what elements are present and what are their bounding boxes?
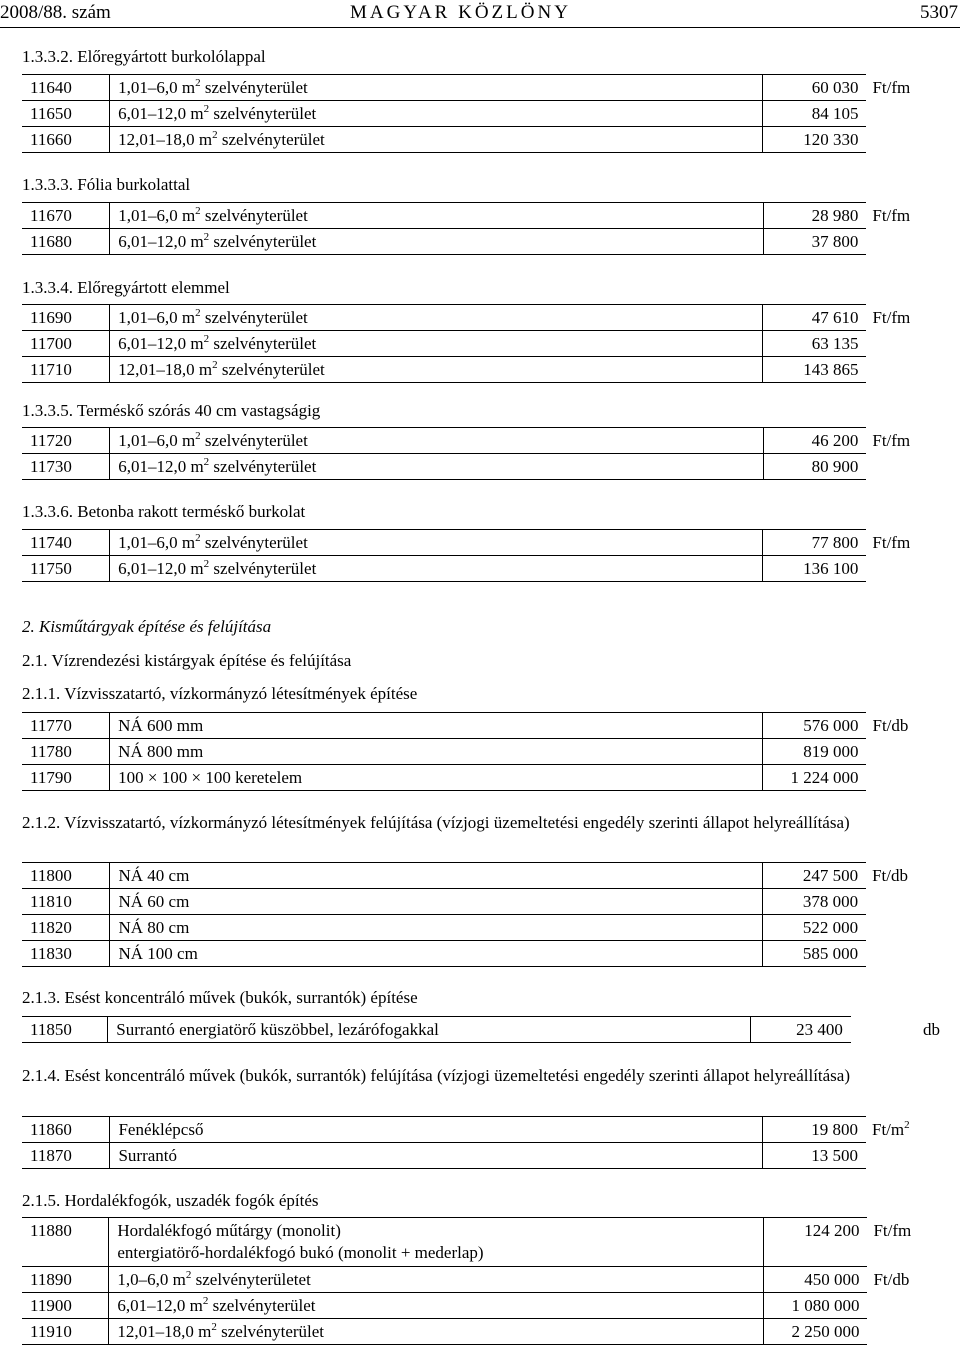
section-heading: 2.1.3. Esést koncentráló művek (bukók, surrantók) építése (22, 988, 418, 1007)
description-text: 1,01–6,0 m (118, 307, 196, 327)
description-text: 1,01–6,0 m (118, 532, 196, 552)
item-unit (866, 1143, 960, 1169)
unit-text: Ft/fm (872, 430, 911, 450)
item-code: 11650 (22, 101, 110, 127)
item-price: 80 900 (763, 454, 866, 480)
item-unit (866, 101, 960, 127)
section-heading: 2.1.2. Vízvisszatartó, vízkormányzó létesítmények felújítása (vízjogi üzemeltetési engedély szerinti állapot helyreállítása) (22, 813, 850, 832)
item-code: 11880 (22, 1218, 109, 1267)
description-text: 6,01–12,0 m (118, 456, 204, 476)
description-text: Hordalékfogó műtárgy (monolit) (117, 1221, 341, 1240)
unit-text: db (923, 1019, 940, 1039)
description-line-2: entergiatörő-hordalékfogó bukó (monolit + mederlap) (117, 1243, 484, 1262)
table-row (22, 101, 960, 127)
price-table (22, 1217, 960, 1345)
item-unit (867, 1293, 960, 1319)
description-text: 12,01–18,0 m (117, 1321, 212, 1341)
item-unit (866, 713, 960, 739)
superscript: 2 (195, 531, 201, 544)
item-description (110, 357, 763, 383)
item-description (110, 1143, 762, 1169)
price-table (22, 1016, 960, 1043)
item-description (109, 1267, 764, 1293)
superscript: 2 (195, 429, 201, 442)
header-rule (0, 27, 960, 28)
description-text: 1,01–6,0 m (118, 205, 196, 225)
item-description (109, 1218, 764, 1267)
table-row (22, 889, 960, 915)
item-price: 1 080 000 (764, 1293, 868, 1319)
superscript: 2 (195, 204, 201, 217)
table-row (22, 203, 960, 229)
superscript: 2 (203, 557, 210, 570)
item-code: 11700 (22, 331, 110, 357)
price-table (22, 712, 960, 791)
item-price: 46 200 (763, 428, 866, 454)
item-code: 11680 (22, 229, 110, 255)
description-text: 12,01–18,0 m (118, 359, 213, 379)
item-code: 11740 (22, 530, 110, 556)
description-suffix: szelvényterületet (191, 1269, 311, 1289)
table-row (22, 1117, 960, 1143)
item-price: 143 865 (763, 357, 867, 383)
description-text: 6,01–12,0 m (117, 1295, 203, 1315)
description-text: 1,01–6,0 m (118, 430, 196, 450)
description-text: NÁ 800 mm (118, 741, 204, 761)
description-suffix: szelvényterület (209, 231, 317, 251)
description-text: NÁ 600 mm (118, 715, 204, 735)
chapter-heading: 2. Kisműtárgyak építése és felújítása (22, 617, 272, 636)
table-row (22, 1267, 960, 1293)
item-code: 11890 (22, 1267, 109, 1293)
item-unit (866, 127, 960, 153)
item-code: 11860 (22, 1117, 110, 1143)
item-description (110, 127, 763, 153)
unit-text: Ft/fm (872, 205, 911, 225)
item-unit (866, 305, 960, 331)
description-suffix: szelvényterület (200, 430, 308, 450)
unit-text: Ft/fm (872, 307, 911, 327)
item-price: 585 000 (762, 941, 866, 967)
description-suffix: szelvényterület (217, 359, 325, 379)
table-row (22, 941, 960, 967)
item-description (110, 739, 763, 765)
table-row (22, 127, 960, 153)
item-unit (866, 941, 960, 967)
description-text: NÁ 40 cm (118, 865, 190, 885)
description-suffix: szelvényterület (200, 532, 308, 552)
item-unit (866, 530, 960, 556)
table-row (22, 454, 960, 480)
section-heading: 1.3.3.3. Fólia burkolattal (22, 175, 191, 194)
item-description (110, 75, 763, 101)
item-price: 1 224 000 (762, 765, 866, 791)
item-description (108, 1017, 750, 1043)
table-row (22, 428, 960, 454)
superscript: 2 (203, 332, 210, 345)
section-heading: 1.3.3.5. Terméskő szórás 40 cm vastagságig (22, 401, 321, 420)
unit-text: Ft/fm (873, 1220, 912, 1240)
section-heading: 1.3.3.4. Előregyártott elemmel (22, 278, 230, 297)
description-text: 6,01–12,0 m (118, 333, 204, 353)
section-heading: 2.1.4. Esést koncentráló művek (bukók, surrantók) felújítása (vízjogi üzemeltetési engedély szerinti állapot helyreállítása) (22, 1066, 851, 1085)
superscript: 2 (202, 1294, 209, 1307)
unit-text: Ft/fm (872, 532, 911, 552)
item-price: 23 400 (750, 1017, 851, 1043)
item-price: 77 800 (763, 530, 867, 556)
item-description (110, 203, 764, 229)
item-price: 13 500 (762, 1143, 866, 1169)
item-price: 136 100 (763, 556, 867, 582)
description-text: 6,01–12,0 m (118, 558, 204, 578)
table-row (22, 357, 960, 383)
superscript: 2 (212, 358, 218, 371)
table-row (22, 305, 960, 331)
description-text: NÁ 80 cm (118, 917, 190, 937)
item-description (110, 305, 763, 331)
description-suffix: szelvényterület (209, 103, 317, 123)
description-text: 1,0–6,0 m (117, 1269, 186, 1289)
unit-text: Ft/db (872, 865, 908, 885)
item-unit (866, 863, 960, 889)
section-heading: 2.1.5. Hordalékfogók, uszadék fogók építés (22, 1191, 319, 1210)
item-price: 378 000 (762, 889, 866, 915)
table-row (22, 1319, 960, 1345)
price-table (22, 202, 960, 255)
item-unit (867, 1319, 960, 1345)
item-description (110, 863, 762, 889)
item-description (110, 556, 763, 582)
item-code: 11730 (22, 454, 110, 480)
item-price: 63 135 (763, 331, 867, 357)
item-code: 11770 (22, 713, 110, 739)
item-unit (866, 75, 960, 101)
item-description (109, 1293, 764, 1319)
table-row (22, 765, 960, 791)
table-row (22, 1143, 960, 1169)
description-suffix: szelvényterület (216, 1321, 325, 1341)
item-unit (866, 229, 960, 255)
price-table (22, 529, 960, 582)
price-table (22, 427, 960, 480)
table-row (22, 229, 960, 255)
item-code: 11850 (22, 1017, 108, 1043)
item-description (110, 1117, 762, 1143)
page-number: 5307 (920, 2, 958, 23)
price-table (22, 74, 960, 153)
item-unit (866, 331, 960, 357)
superscript: 2 (212, 128, 218, 141)
item-price: 819 000 (762, 739, 866, 765)
section-heading: 2.1.1. Vízvisszatartó, vízkormányzó létesítmények építése (22, 684, 418, 703)
unit-text: Ft/db (872, 715, 909, 735)
item-code: 11830 (22, 941, 110, 967)
description-suffix: szelvényterület (208, 1295, 316, 1315)
description-suffix: szelvényterület (209, 558, 317, 578)
table-row (22, 713, 960, 739)
table-row (22, 915, 960, 941)
item-unit (866, 556, 960, 582)
description-text: NÁ 60 cm (118, 891, 190, 911)
price-table (22, 304, 960, 383)
item-code: 11870 (22, 1143, 110, 1169)
item-unit (867, 1218, 960, 1267)
gazette-title: MAGYAR KÖZLÖNY (350, 2, 571, 23)
description-suffix: szelvényterület (200, 77, 308, 97)
description-text: Fenéklépcső (118, 1119, 204, 1139)
item-description (110, 889, 762, 915)
item-code: 11690 (22, 305, 110, 331)
item-description (110, 941, 762, 967)
table-row (22, 331, 960, 357)
description-text: Surrantó (118, 1145, 178, 1165)
item-unit (866, 1117, 960, 1143)
item-price: 84 105 (763, 101, 867, 127)
item-price: 60 030 (763, 75, 867, 101)
description-suffix: szelvényterület (209, 456, 317, 476)
description-text: 6,01–12,0 m (118, 231, 204, 251)
description-text: Surrantó energiatörő küszöbbel, lezárófogakkal (116, 1019, 439, 1039)
superscript: 2 (203, 455, 210, 468)
item-price: 37 800 (763, 229, 866, 255)
item-unit (866, 739, 960, 765)
price-table (22, 862, 960, 967)
superscript: 2 (203, 102, 210, 115)
item-code: 11810 (22, 889, 110, 915)
item-description (110, 454, 764, 480)
table-row (22, 1017, 960, 1043)
item-description (110, 101, 763, 127)
description-text: 6,01–12,0 m (118, 103, 204, 123)
item-price: 124 200 (764, 1218, 868, 1267)
item-code: 11720 (22, 428, 110, 454)
item-code: 11800 (22, 863, 110, 889)
item-price: 120 330 (763, 127, 867, 153)
item-unit (866, 915, 960, 941)
section-heading: 1.3.3.2. Előregyártott burkolólappal (22, 47, 266, 66)
item-unit (866, 765, 960, 791)
item-description (110, 765, 763, 791)
description-suffix: szelvényterület (209, 333, 317, 353)
item-code: 11750 (22, 556, 110, 582)
item-code: 11790 (22, 765, 110, 791)
price-table (22, 1116, 960, 1169)
item-price: 522 000 (762, 915, 866, 941)
item-code: 11670 (22, 203, 110, 229)
item-description (110, 331, 763, 357)
item-price: 19 800 (762, 1117, 866, 1143)
item-price: 47 610 (763, 305, 867, 331)
item-unit (866, 889, 960, 915)
table-row (22, 1293, 960, 1319)
description-text: 1,01–6,0 m (118, 77, 196, 97)
description-suffix: szelvényterület (217, 129, 325, 149)
item-price: 450 000 (764, 1267, 868, 1293)
item-description (110, 229, 764, 255)
superscript: 2 (195, 306, 201, 319)
table-row (22, 739, 960, 765)
item-unit (866, 357, 960, 383)
table-row (22, 556, 960, 582)
unit-text: Ft/m (872, 1119, 905, 1139)
item-price: 576 000 (762, 713, 866, 739)
description-text: 100 × 100 × 100 keretelem (118, 767, 303, 787)
superscript: 2 (203, 230, 210, 243)
item-description (109, 1319, 764, 1345)
item-price: 2 250 000 (764, 1319, 868, 1345)
item-description (110, 915, 762, 941)
unit-text: Ft/db (873, 1269, 910, 1289)
item-code: 11640 (22, 75, 110, 101)
superscript: 2 (185, 1268, 192, 1281)
item-unit (851, 1017, 960, 1043)
subchapter-heading: 2.1. Vízrendezési kistárgyak építése és felújítása (22, 651, 352, 670)
description-text: NÁ 100 cm (118, 943, 198, 963)
item-description (110, 530, 763, 556)
item-code: 11780 (22, 739, 110, 765)
description-suffix: szelvényterület (200, 307, 308, 327)
description-suffix: szelvényterület (200, 205, 308, 225)
item-code: 11710 (22, 357, 110, 383)
item-price: 28 980 (763, 203, 866, 229)
table-row (22, 75, 960, 101)
table-row (22, 863, 960, 889)
item-unit (867, 1267, 960, 1293)
section-heading: 1.3.3.6. Betonba rakott terméskő burkolat (22, 502, 306, 521)
item-price: 247 500 (762, 863, 866, 889)
table-row (22, 530, 960, 556)
unit-superscript: 2 (904, 1118, 910, 1131)
unit-text: Ft/fm (872, 77, 911, 97)
item-description (110, 713, 763, 739)
item-unit (866, 428, 960, 454)
item-description (110, 428, 764, 454)
superscript: 2 (195, 76, 201, 89)
description-text: 12,01–18,0 m (118, 129, 213, 149)
item-code: 11910 (22, 1319, 109, 1345)
item-unit (866, 203, 960, 229)
item-code: 11900 (22, 1293, 109, 1319)
page-header (0, 0, 960, 26)
item-code: 11820 (22, 915, 110, 941)
superscript: 2 (211, 1320, 217, 1333)
table-row (22, 1218, 960, 1267)
item-code: 11660 (22, 127, 110, 153)
item-unit (866, 454, 960, 480)
gazette-issue: 2008/88. szám (0, 2, 111, 23)
